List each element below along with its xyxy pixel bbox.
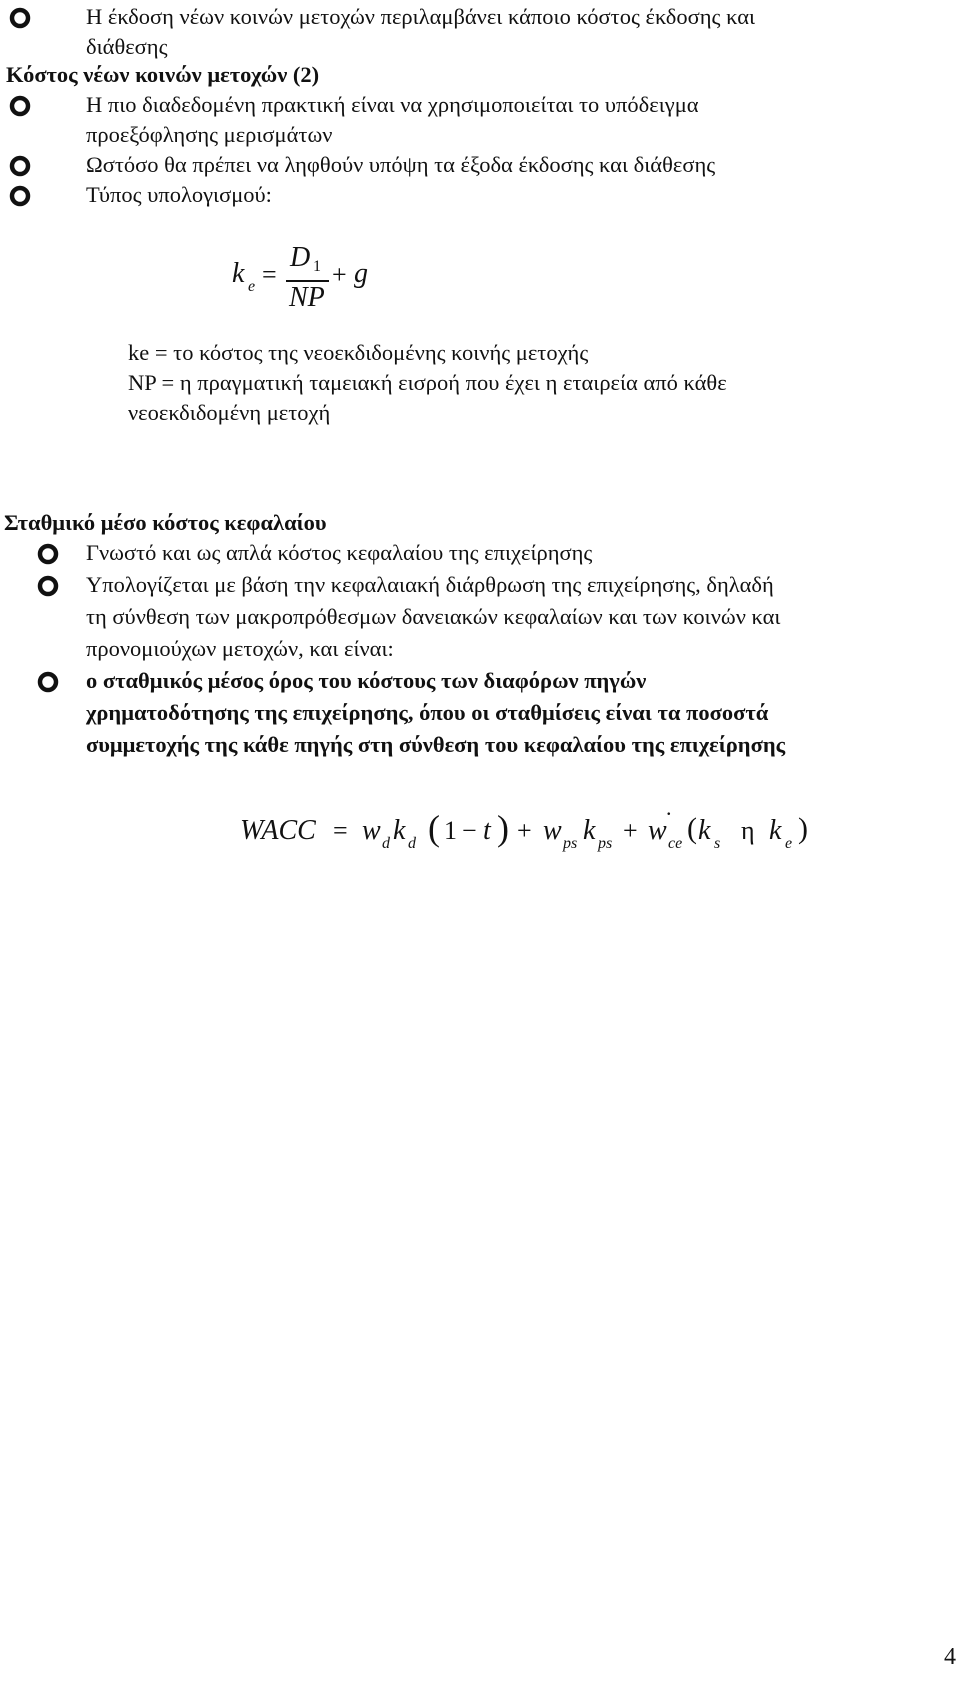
- formula-k: k: [232, 258, 245, 289]
- wacc-w: w: [543, 815, 562, 846]
- text-line: διάθεσης: [86, 34, 168, 59]
- definition-line: νεοεκδιδομένη μετοχή: [128, 400, 331, 425]
- text-line: συμμετοχής της κάθε πηγής στη σύνθεση του κεφαλαίου της επιχείρησης: [86, 732, 786, 757]
- page-number: 4: [944, 1644, 956, 1670]
- text-line: Γνωστό και ως απλά κόστος κεφαλαίου της επιχείρησης: [86, 540, 593, 565]
- section-heading: Κόστος νέων κοινών μετοχών (2): [6, 62, 320, 87]
- text-line: προνομιούχων μετοχών, και είναι:: [86, 636, 394, 661]
- formula-denominator: NP: [289, 282, 325, 313]
- text-line: ο σταθμικός μέσος όρος του κόστους των διαφόρων πηγών: [86, 668, 647, 693]
- text-line: Υπολογίζεται με βάση την κεφαλαιακή διάρθρωση της επιχείρησης, δηλαδή: [86, 572, 774, 597]
- wacc-k: k: [769, 815, 782, 846]
- wacc-k-sub: d: [408, 835, 416, 852]
- wacc-k: k: [698, 815, 711, 846]
- formula-plus: +: [332, 260, 347, 289]
- text-line: τη σύνθεση των μακροπρόθεσμων δανειακών κεφαλαίων και των κοινών και: [86, 604, 781, 629]
- wacc-open-paren: (: [687, 812, 697, 845]
- text-line: προεξόφλησης μερισμάτων: [86, 122, 333, 147]
- wacc-open-paren: (: [428, 808, 440, 848]
- wacc-plus: +: [517, 816, 532, 845]
- wacc-w: w: [362, 815, 381, 846]
- section-heading: Σταθμικό μέσο κόστος κεφαλαίου: [4, 510, 327, 535]
- wacc-minus: −: [462, 816, 477, 845]
- dot-mark: .: [666, 795, 672, 820]
- wacc-w-sub: d: [382, 835, 390, 852]
- wacc-k: k: [393, 815, 406, 846]
- wacc-one: 1: [444, 816, 457, 845]
- wacc-k-sub: ps: [598, 835, 613, 852]
- text-line: Ωστόσο θα πρέπει να ληφθούν υπόψη τα έξοδα έκδοσης και διάθεσης: [86, 152, 716, 177]
- flower-bullet-icon: [36, 574, 60, 598]
- formula-k-sub: e: [248, 278, 256, 295]
- formula-numerator-sub: 1: [313, 258, 321, 275]
- wacc-eta: η: [741, 816, 755, 845]
- wacc-equals: =: [333, 816, 348, 845]
- wacc-close-paren: ): [798, 812, 808, 845]
- formula-equals: =: [262, 260, 277, 289]
- definition-line: NP = η πραγματική ταμειακή εισροή που έχει η εταιρεία από κάθε: [128, 370, 727, 395]
- flower-bullet-icon: [8, 6, 32, 30]
- text-line: Η πιο διαδεδομένη πρακτική είναι να χρησιμοποιείται το υπόδειγμα: [86, 92, 699, 117]
- wacc-close-paren: ): [497, 808, 509, 848]
- wacc-label: WACC: [240, 815, 316, 846]
- text-line: Η έκδοση νέων κοινών μετοχών περιλαμβάνει κάποιο κόστος έκδοσης και: [86, 4, 756, 29]
- text-line: χρηματοδότησης της επιχείρησης, όπου οι σταθμίσεις είναι τα ποσοστά: [86, 700, 769, 725]
- definition-line: ke = το κόστος της νεοεκδιδομένης κοινής μετοχής: [128, 340, 589, 365]
- formula-numerator: D: [290, 242, 311, 273]
- formula-g: g: [354, 258, 368, 289]
- wacc-k-sub: e: [785, 835, 793, 852]
- wacc-w-sub: ce: [668, 835, 683, 852]
- wacc-plus: +: [623, 816, 638, 845]
- flower-bullet-icon: [8, 184, 32, 208]
- flower-bullet-icon: [36, 542, 60, 566]
- flower-bullet-icon: [36, 670, 60, 694]
- wacc-k: k: [583, 815, 596, 846]
- flower-bullet-icon: [8, 94, 32, 118]
- wacc-k-sub: s: [714, 835, 721, 852]
- text-line: Τύπος υπολογισμού:: [86, 182, 272, 207]
- wacc-w-sub: ps: [563, 835, 578, 852]
- wacc-t: t: [483, 815, 491, 846]
- flower-bullet-icon: [8, 154, 32, 178]
- wacc-w: w: [648, 815, 667, 846]
